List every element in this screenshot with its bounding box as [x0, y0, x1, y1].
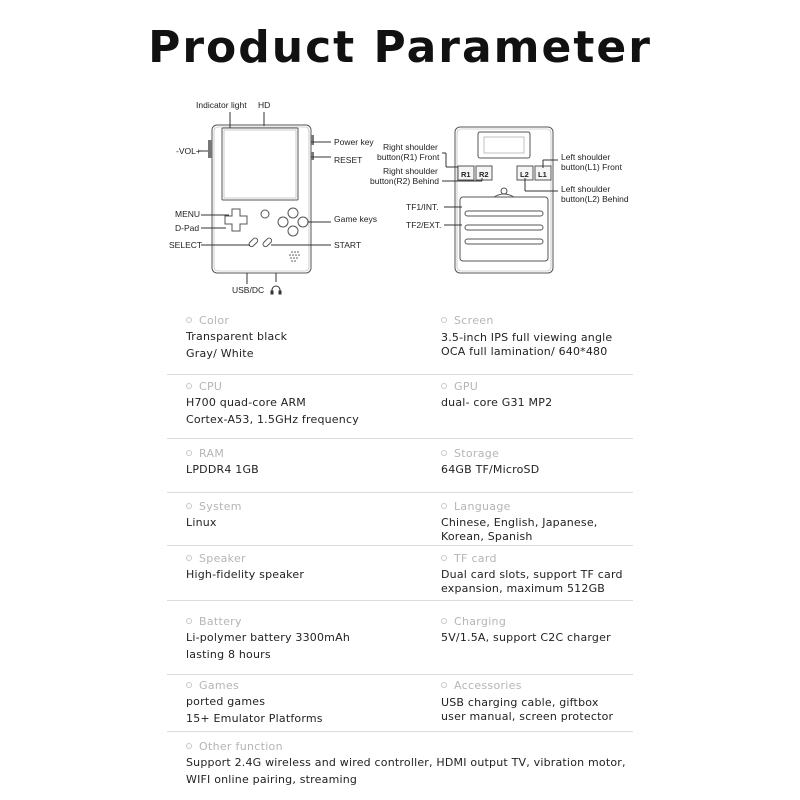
spec-value: user manual, screen protector	[441, 709, 614, 723]
page-title: Product Parameter	[148, 22, 652, 73]
front-screen	[222, 128, 298, 200]
bullet-icon	[441, 618, 447, 624]
spec-value: ported games	[186, 695, 266, 708]
spec-value: Dual card slots, support TF card	[441, 568, 623, 581]
spec-value: 64GB TF/MicroSD	[441, 463, 540, 476]
front-view	[199, 112, 331, 284]
label-l1-line2: button(L1) Front	[561, 162, 622, 172]
speaker-grille	[289, 251, 300, 262]
spec-label: RAM	[199, 447, 225, 460]
spec-label: Charging	[454, 615, 507, 628]
spec-row-games-accessories	[167, 679, 633, 732]
spec-value: Gray/ White	[186, 347, 254, 360]
bullet-icon	[186, 317, 192, 323]
spec-label: System	[199, 500, 242, 513]
spec-value: Linux	[186, 516, 217, 529]
spec-label: Other function	[199, 740, 283, 753]
menu-button-shape	[261, 210, 269, 218]
spec-value: 3.5-inch IPS full viewing angle	[441, 331, 613, 344]
label-select: SELECT	[169, 240, 203, 250]
spec-value: lasting 8 hours	[186, 648, 271, 661]
spec-row-cpu-gpu	[167, 380, 633, 439]
label-l2-line1: Left shoulder	[561, 184, 611, 194]
spec-value: Support 2.4G wireless and wired controller, HDMI output TV, vibration motor,	[186, 756, 626, 769]
spec-system	[186, 500, 426, 531]
bullet-icon	[441, 450, 447, 456]
spec-value: High-fidelity speaker	[186, 568, 305, 581]
spec-accessories	[441, 679, 641, 723]
bullet-icon	[441, 682, 447, 688]
spec-row-battery-charging	[167, 615, 633, 675]
label-r2-line2: button(R2) Behind	[370, 176, 439, 186]
spec-label: Language	[454, 500, 511, 513]
spec-row-ram-storage	[167, 447, 633, 493]
label-l2-line2: button(L2) Behind	[561, 194, 629, 204]
back-console-body	[455, 127, 553, 273]
spec-value: Korean, Spanish	[441, 529, 533, 543]
bullet-icon	[441, 503, 447, 509]
bullet-icon	[186, 618, 192, 624]
bullet-icon	[186, 743, 192, 749]
spec-value: expansion, maximum 512GB	[441, 581, 606, 595]
label-reset: RESET	[334, 155, 363, 165]
bullet-icon	[186, 555, 192, 561]
label-vol: -VOL+	[176, 146, 201, 156]
label-indicator-light: Indicator light	[196, 100, 247, 110]
spec-value: 15+ Emulator Platforms	[186, 712, 323, 725]
start-shape	[262, 237, 273, 248]
bullet-icon	[441, 317, 447, 323]
back-view	[442, 127, 558, 273]
spec-label: Battery	[199, 615, 242, 628]
label-start: START	[334, 240, 362, 250]
headphone-icon	[271, 286, 281, 294]
spec-value: LPDDR4 1GB	[186, 463, 259, 476]
bullet-icon	[186, 383, 192, 389]
dpad-shape	[225, 209, 247, 231]
label-menu: MENU	[175, 209, 201, 219]
spec-cpu	[186, 380, 426, 428]
label-hd: HD	[258, 100, 271, 110]
r1-badge: R1	[461, 170, 471, 179]
label-power-key: Power key	[334, 137, 374, 147]
label-r1-line2: button(R1) Front	[377, 152, 440, 162]
bullet-icon	[186, 450, 192, 456]
spec-label: Accessories	[454, 679, 522, 692]
spec-storage	[441, 447, 641, 478]
l1-badge: L1	[538, 170, 547, 179]
spec-value: dual- core G31 MP2	[441, 396, 553, 409]
battery-cover	[460, 197, 548, 261]
spec-value: Li-polymer battery 3300mAh	[186, 631, 350, 644]
spec-value: Chinese, English, Japanese,	[441, 516, 598, 529]
r2-badge: R2	[479, 170, 489, 179]
spec-value: Transparent black	[186, 330, 288, 343]
spec-value: Cortex-A53, 1.5GHz frequency	[186, 413, 359, 426]
spec-screen	[441, 314, 641, 358]
spec-row-color-screen	[167, 314, 633, 375]
l2-badge: L2	[520, 170, 529, 179]
screw	[501, 188, 507, 194]
spec-games	[186, 679, 426, 727]
label-dpad: D-Pad	[175, 223, 200, 233]
spec-color	[186, 314, 426, 362]
label-tf1: TF1/INT.	[406, 202, 439, 212]
label-game-keys: Game keys	[334, 214, 377, 224]
spec-language	[441, 500, 641, 543]
spec-row-system-language	[167, 500, 633, 546]
spec-charging	[441, 615, 641, 646]
label-r1-line1: Right shoulder	[383, 142, 438, 152]
spec-value: OCA full lamination/ 640*480	[441, 344, 608, 358]
spec-speaker	[186, 552, 426, 583]
bullet-icon	[441, 555, 447, 561]
bullet-icon	[186, 503, 192, 509]
reset-key-shape	[311, 152, 314, 160]
select-shape	[248, 237, 259, 248]
bullet-icon	[186, 682, 192, 688]
spec-label: GPU	[454, 380, 479, 393]
spec-label: CPU	[199, 380, 223, 393]
spec-label: Speaker	[199, 552, 246, 565]
spec-other-function	[186, 740, 646, 788]
vol-key	[208, 140, 212, 158]
spec-ram	[186, 447, 426, 478]
device-diagram	[0, 0, 800, 310]
spec-value: WIFI online pairing, streaming	[186, 773, 358, 786]
spec-label: Games	[199, 679, 239, 692]
spec-tf-card	[441, 552, 641, 595]
label-l1-line1: Left shoulder	[561, 152, 611, 162]
spec-row-speaker-tfcard	[167, 552, 633, 601]
spec-label: Screen	[454, 314, 494, 327]
power-key-shape	[311, 135, 314, 145]
bullet-icon	[441, 383, 447, 389]
spec-gpu	[441, 380, 641, 411]
spec-value: H700 quad-core ARM	[186, 396, 306, 409]
label-usb-dc: USB/DC	[232, 285, 265, 295]
spec-label: Color	[199, 314, 230, 327]
spec-value: USB charging cable, giftbox	[441, 696, 599, 709]
label-r2-line1: Right shoulder	[383, 166, 438, 176]
spec-label: Storage	[454, 447, 500, 460]
spec-value: 5V/1.5A, support C2C charger	[441, 631, 611, 644]
label-tf2: TF2/EXT.	[406, 220, 442, 230]
spec-label: TF card	[454, 552, 497, 565]
spec-battery	[186, 615, 426, 663]
